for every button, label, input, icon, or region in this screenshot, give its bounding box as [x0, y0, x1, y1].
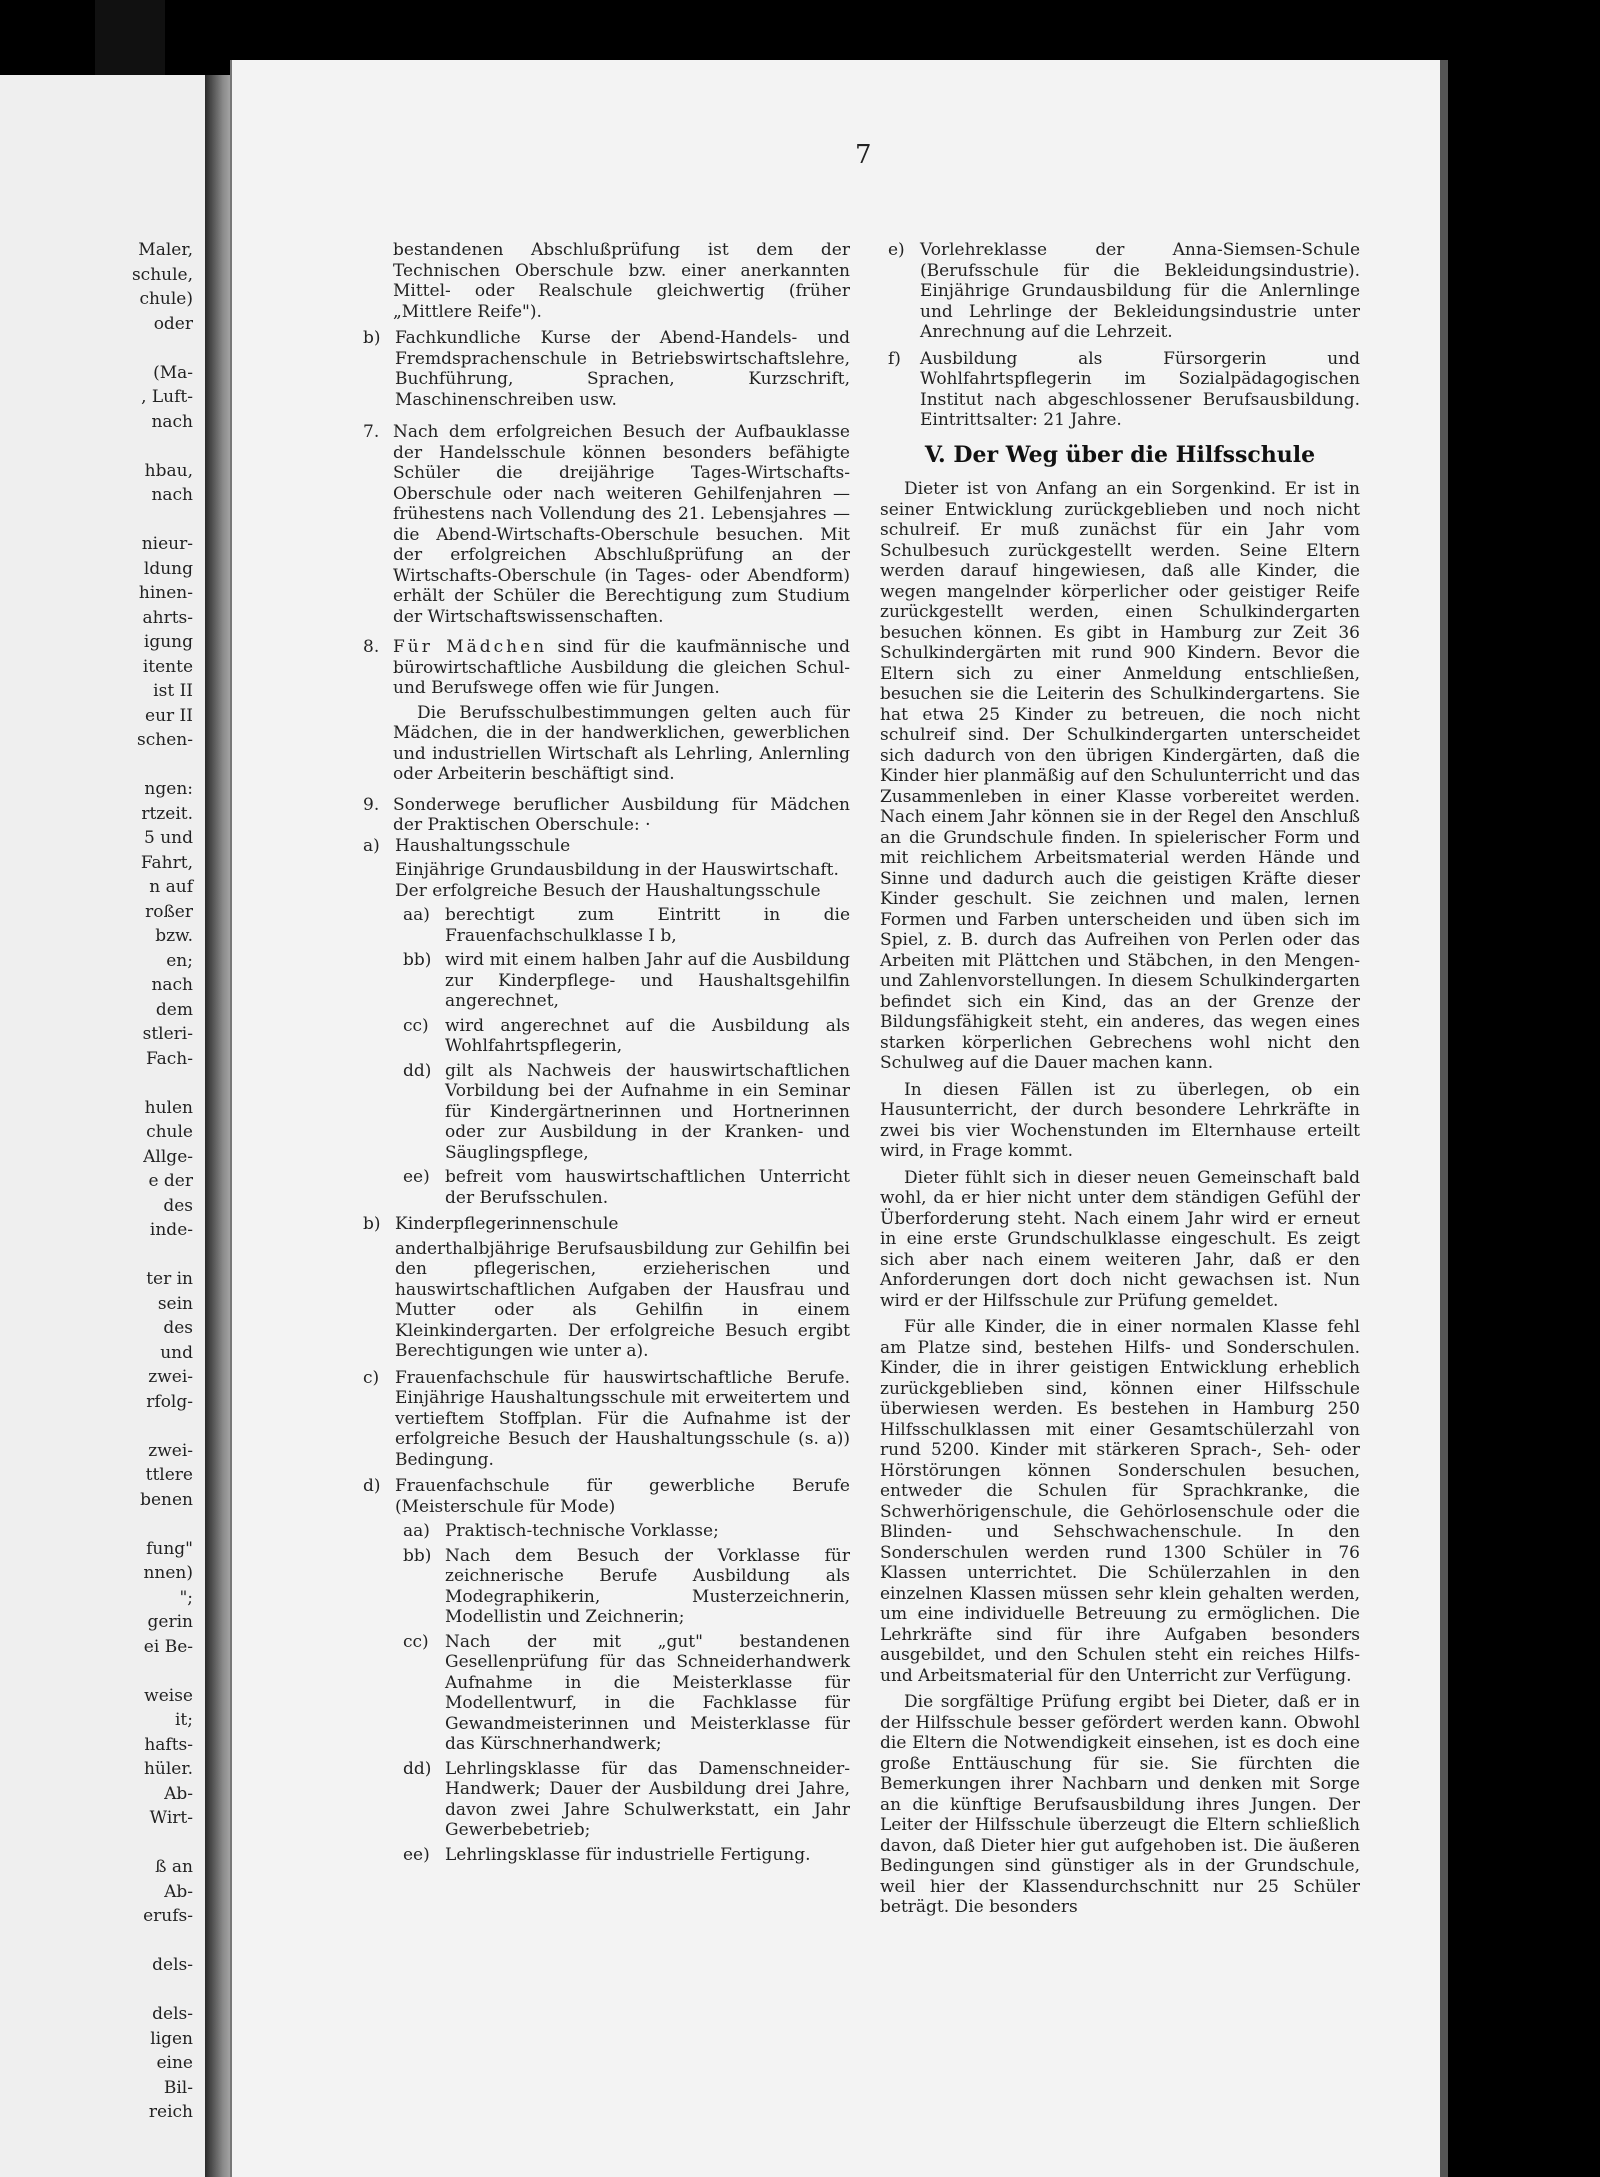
left-page-text-fragment: nieur- — [141, 534, 193, 554]
left-page-text-fragment: nnen) — [143, 1563, 193, 1583]
left-page-text-fragment: erufs- — [143, 1906, 193, 1926]
list-item-9: 9. Sonderwege beruflicher Ausbildung für Mädchen der Praktischen Oberschule: · — [363, 794, 850, 835]
paragraph: In diesen Fällen ist zu überlegen, ob ein Hausunterricht, der durch besondere Lehrkräfte in zwei bis vier Wochenstunden im Elternhause erteilt wird, in Frage kommt. — [880, 1079, 1360, 1161]
sublist-item-d-ee: ee) Lehrlingsklasse für industrielle Fertigung. — [403, 1844, 811, 1865]
left-page-text-fragment: Wirt- — [149, 1808, 193, 1828]
left-page-text-fragment: ttlere — [145, 1465, 193, 1485]
left-page-text-fragment: nach — [151, 485, 193, 505]
left-page-text-fragment: hafts- — [144, 1734, 193, 1755]
left-page-text-fragment: zwei- — [148, 1440, 193, 1461]
sublist-item-ee: ee) befreit vom hauswirtschaftlichen Unterricht der Berufsschulen. — [403, 1167, 850, 1208]
sublist-item-dd: dd) gilt als Nachweis der hauswirtschaftlichen Vorbildung bei der Aufnahme in ein Seminar für Kindergärtnerinnen und Hortnerinnen oder zur Ausbildung in der Kranken- und Säuglingspflege, — [403, 1060, 850, 1163]
sublist-item-d-dd: dd) Lehrlingsklasse für das Damenschneider-Handwerk; Dauer der Ausbildung drei Jahre, davon zwei Jahre Schulwerkstatt, ein Jahr Gewerbebetrieb; — [403, 1758, 850, 1840]
list-item-b-kinderpflegerinnenschule: b) Kinderpflegerinnenschule anderthalbjährige Berufsausbildung zur Gehilfin bei den pflegerischen, erzieherischen und hauswirtschaftlichen Aufgaben der Hausfrau und Mutter oder als Gehilfin in einem Kleinkindergarten. Der erfolgreiche Besuch ergibt Berechtigungen wie unter a). — [363, 1214, 850, 1361]
left-page-text-fragment: rtzeit. — [141, 803, 193, 824]
section-heading: V. Der Weg über die Hilfsschule — [924, 441, 1316, 468]
left-page-text-fragment: Ab- — [164, 1881, 193, 1902]
left-page-text-fragment: des — [163, 1318, 193, 1338]
left-page-text-fragment: e der — [148, 1171, 193, 1191]
left-page-text-fragment: hbau, — [144, 460, 193, 481]
left-page-text-fragment: schen- — [137, 730, 193, 750]
left-page-text-fragment: (Ma- — [153, 362, 193, 383]
left-page-text-fragment: Allge- — [143, 1146, 193, 1167]
left-page-text-fragment: ter in — [146, 1269, 193, 1289]
left-page-text-fragment: ist II — [153, 681, 193, 701]
left-page-text-fragment: it; — [175, 1710, 193, 1730]
left-page-text-fragment: itente — [142, 656, 193, 677]
left-page-text-fragment: n auf — [149, 877, 193, 897]
left-page-text-fragment: ldung — [143, 558, 193, 579]
left-page-text-fragment: Fahrt, — [140, 852, 193, 873]
list-item-8: 8. Für Mädchen sind für die kaufmännische und bürowirtschaftliche Ausbildung die gleichen Schul- und Berufswege offen wie für Jungen. Die Berufsschulbestimmungen gelten auch für Mädchen, die in der handwerklichen, gewerblichen und industriellen Wirtschaft als Lehrling, Anlernling oder Arbeiterin beschäftigt sind. — [363, 637, 850, 784]
left-page-text-fragment: dels- — [152, 1955, 193, 1975]
left-page-text-fragment: stleri- — [142, 1024, 193, 1044]
sublist-item-d-bb: bb) Nach dem Besuch der Vorklasse für zeichnerische Berufe Ausbildung als Modegraphikerin, Musterzeichnerin, Modellistin und Zeichnerin; — [403, 1545, 850, 1627]
left-page-text-fragment: chule — [146, 1122, 193, 1142]
left-page-text-fragment: nach — [151, 975, 193, 995]
left-page-text-fragment: roßer — [145, 901, 193, 922]
left-page-text-fragment: Fach- — [146, 1048, 193, 1069]
left-page-text-fragment: des — [163, 1195, 193, 1216]
left-page-text-fragment: 5 und — [144, 828, 193, 848]
left-page-text-fragment: chule) — [139, 289, 193, 309]
left-page-text-fragment: "; — [179, 1587, 193, 1608]
list-item-a-haushaltungsschule: a) Haushaltungsschule Einjährige Grundausbildung in der Hauswirtschaft. Der erfolgreiche Besuch der Haushaltungsschule aa) berechtigt zum Eintritt in die Frauenfachschulklasse I b, bb) wird mit einem halben Jahr auf die Ausbildung zur Kinderpflege- und Haushaltsgehilfin angerechnet, cc) wird angerechnet auf die Ausbildung als Wohlfahrtspflegerin, dd) gilt als Nachweis der hauswirtschaftlichen Vorbildung bei der Aufnahme in ein Seminar für Kindergärtnerinnen und Hortnerinnen oder zur Ausbildung in der Kranken- und Säuglingspflege, ee) befreit vom hauswirtschaftlichen Unterricht der Berufsschulen. — [363, 835, 850, 1208]
right-column — [880, 240, 1360, 1918]
left-page-text-fragment: ahrts- — [142, 607, 193, 628]
left-page-text-fragment: hüler. — [143, 1759, 193, 1779]
list-item-c: c) Frauenfachschule für hauswirtschaftliche Berufe. Einjährige Haushaltungsschule mit erweitertem und vertieftem Stoffplan. Für die Aufnahme ist der erfolgreiche Besuch der Haushaltungsschule (s. a)) Bedingung. — [363, 1367, 850, 1470]
left-page-text-fragment: dels- — [152, 2004, 193, 2024]
left-page-text-fragment: reich — [148, 2102, 193, 2122]
paragraph: Dieter fühlt sich in dieser neuen Gemeinschaft bald wohl, da er hier nicht unter dem ständigen Gefühl der Überforderung steht. Nach einem Jahr wird er erneut in eine erste Grundschulklasse eingeschult. Es zeigt sich aber nach einem weiteren Jahr, daß er den Anforderungen dort doch nicht gewachsen ist. Nun wird er der Hilfsschule zur Prüfung gemeldet. — [880, 1167, 1360, 1311]
list-item-f: f) Ausbildung als Fürsorgerin und Wohlfahrtspflegerin im Sozialpädagogischen Institut nach abgeschlossener Berufsausbildung. Eintrittsalter: 21 Jahre. — [888, 348, 1360, 430]
left-page-text-fragment: und — [160, 1342, 193, 1363]
paragraph: Für alle Kinder, die in einer normalen Klasse fehl am Platze sind, bestehen Hilfs- und Sonderschulen. Kinder, die in ihrer geistigen Entwicklung erheblich zurückgeblieben sind, können einer Hilfsschule überwiesen werden. Es bestehen in Hamburg 250 Hilfsschulklassen mit einer Gesamtschülerzahl von rund 5200. Kinder mit stärkeren Sprach-, Seh- oder Hörstörungen können Sonderschulen besuchen, entweder die Schulen für Sprachkranke, die Schwerhörigenschule, die Gehörlosenschule oder die Blinden- und Sehschwachenschule. In den Sonderschulen werden rund 1300 Schüler in 76 Klassen unterrichtet. Die Schülerzahlen in den einzelnen Klassen müssen sehr klein gehalten werden, um eine individuelle Betreuung zu ermöglichen. Die Lehrkräfte sind für ihre Aufgaben besonders ausgebildet, und den Schulen steht ein reiches Hilfs- und Arbeitsmaterial für den Unterricht zur Verfügung. — [880, 1317, 1360, 1686]
list-item-e: e) Vorlehreklasse der Anna-Siemsen-Schule (Berufsschule für die Bekleidungsindustrie). Einjährige Grundausbildung für die Anlernlinge und Lehrlinge der Bekleidungsindustrie unter Anrechnung auf die Lehrzeit. — [888, 240, 1360, 342]
left-page-text-fragment: inde- — [149, 1220, 193, 1240]
sublist-item-aa: aa) berechtigt zum Eintritt in die Frauenfachschulklasse I b, — [403, 905, 850, 946]
left-page-fragment — [0, 75, 205, 2177]
sublist-item-d-cc: cc) Nach der mit „gut" bestandenen Gesellenprüfung für das Schneiderhandwerk Aufnahme in die Meisterklasse für Modellentwurf, in die Fachklasse für Gewandmeisterinnen und Meisterklasse für das Kürschnerhandwerk; — [403, 1631, 850, 1754]
left-page-text-fragment: rfolg- — [146, 1391, 193, 1412]
paragraph: Dieter ist von Anfang an ein Sorgenkind. Er ist in seiner Entwicklung zurückgeblieben und noch nicht schulreif. Er muß zunächst für ein Jahr vom Schulbesuch zurückgestellt werden. Seine Eltern werden darauf hingewiesen, daß alle Kinder, die wegen mangelnder körperlicher oder geistiger Reife zurückgestellt werden, einen Schulkindergarten besuchen können. Es gibt in Hamburg zur Zeit 36 Schulkindergärten mit rund 900 Kindern. Bevor die Eltern sich zu einer Anmeldung entschließen, besuchen sie die Leiterin des Schulkindergartens. Sie hat etwa 25 Kinder zu betreuen, die noch nicht schulreif sind. Der Schulkindergarten unterscheidet sich dadurch von den übrigen Kindergärten, daß die Kinder hier planmäßig auf den Schulunterricht und das Zusammenleben in einer Klasse vorbereitet werden. Nach einem Jahr können sie in der Regel den Anschluß an die Grundschule finden. In spielerischer Form und mit reichlichem Arbeitsmaterial werden Hände und Sinne und dadurch auch die geistigen Kräfte dieser Kinder geschult. Sie zeichnen und malen, lernen Formen und Farben unterscheiden und üben sich im Spiel, z. B. durch das Aufreihen von Perlen oder das Arbeiten mit Plättchen und Stäbchen, in den Mengen- und Zahlenvorstellungen. In diesem Schulkindergarten befindet sich ein Kind, das an der Grenze der Bildungsfähigkeit steht, ein anderes, das wegen eines starken körperlichen Gebrechens wohl nicht den Schulweg auf die Dauer machen kann. — [880, 479, 1360, 1073]
left-page-text-fragment: bzw. — [155, 926, 193, 946]
sublist-item-cc: cc) wird angerechnet auf die Ausbildung als Wohlfahrtspflegerin, — [403, 1015, 850, 1056]
left-page-text-fragment: zwei- — [148, 1367, 193, 1387]
left-page-text-fragment: eur II — [145, 705, 193, 726]
list-item-7: 7. Nach dem erfolgreichen Besuch der Aufbauklasse der Handelsschule können besonders befähigte Schüler die dreijährige Tages-Wirtschafts-Oberschule oder nach weiteren Gehilfenjahren — frühestens nach Vollendung des 21. Lebensjahres — die Abend-Wirtschafts-Oberschule besuchen. Mit der erfolgreichen Abschlußprüfung an der Wirtschafts-Oberschule (in Tages- oder Abendform) erhält der Schüler die Berechtigung zum Studium der Wirtschaftswissenschaften. — [363, 422, 850, 627]
left-page-text-fragment: eine — [156, 2053, 193, 2073]
left-page-text-fragment: oder — [153, 313, 193, 334]
left-page-text-fragment: ngen: — [144, 779, 193, 799]
left-page-text-fragment: ei Be- — [143, 1636, 193, 1657]
left-page-text-fragment: igung — [143, 632, 193, 652]
book-spine-top — [95, 0, 165, 75]
left-page-text-fragment: Ab- — [164, 1783, 193, 1804]
left-page-text-fragment: hulen — [144, 1097, 193, 1118]
left-column — [355, 240, 850, 1865]
page-number: 7 — [855, 140, 872, 170]
left-page-text-fragment: sein — [157, 1293, 193, 1314]
left-page-text-fragment: weise — [144, 1685, 193, 1706]
left-page-text-fragment: ligen — [150, 2028, 193, 2049]
sublist-item-bb: bb) wird mit einem halben Jahr auf die Ausbildung zur Kinderpflege- und Haushaltsgehilfin angerechnet, — [403, 950, 850, 1011]
left-page-text-fragment: dem — [155, 999, 193, 1020]
left-page-text-fragment: Bil- — [163, 2077, 193, 2098]
left-page-text-fragment: nach — [151, 411, 193, 432]
list-item-d: d) Frauenfachschule für gewerbliche Berufe (Meisterschule für Mode) aa) Praktisch-technische Vorklasse; bb) Nach dem Besuch der Vorklasse für zeichnerische Berufe Ausbildung als Modegraphikerin, Musterzeichnerin, Modellistin und Zeichnerin; cc) Nach der mit „gut" bestandenen Gesellenprüfung für das Schneiderhandwerk Aufnahme in die Meisterklasse für Modellentwurf, in die Fachklasse für Gewandmeisterinnen und Meisterklasse für das Kürschnerhandwerk; dd) Lehrlingsklasse für das Damenschneider-Handwerk; Dauer der Ausbildung drei Jahre, davon zwei Jahre Schulwerkstatt, ein Jahr Gewerbebetrieb; ee) Lehrlingsklasse für industrielle Fertigung. — [363, 1476, 850, 1865]
left-page-text-fragment: ß an — [155, 1857, 193, 1877]
left-page-text-fragment: Maler, — [138, 240, 193, 260]
page-edge — [1440, 60, 1448, 2177]
list-item-b: b) Fachkundliche Kurse der Abend-Handels- und Fremdsprachenschule in Betriebswirtschaftslehre, Buchführung, Sprachen, Kurzschrift, Maschinenschreiben usw. — [363, 328, 850, 410]
spaced-emphasis: Für Mädchen — [393, 637, 548, 657]
left-page-text-fragment: en; — [166, 950, 193, 971]
left-page-text-fragment: fung" — [146, 1538, 193, 1559]
left-page-text-fragment: , Luft- — [141, 387, 193, 407]
left-page-text-fragment: hinen- — [138, 583, 193, 603]
continued-paragraph: bestandenen Abschlußprüfung ist dem der Technischen Oberschule bzw. einer anerkannten Mittel- oder Realschule gleichwertig (früher „Mittlere Reife"). — [393, 240, 850, 322]
left-page-text-fragment: schule, — [131, 264, 193, 285]
sublist-item-d-aa: aa) Praktisch-technische Vorklasse; — [403, 1521, 719, 1541]
paragraph: Die sorgfältige Prüfung ergibt bei Dieter, daß er in der Hilfsschule besser gefördert werden kann. Obwohl die Eltern die Notwendigkeit einsehen, ist es doch eine große Enttäuschung für sie. Sie fürchten die Bemerkungen ihrer Nachbarn und denken mit Sorge an die künftige Berufsausbildung ihres Jungen. Der Leiter der Hilfsschule überzeugt die Eltern schließlich davon, daß Dieter hier gut aufgehoben ist. Die äußeren Bedingungen sind günstiger als in der Grundschule, weil hier der Klassendurchschnitt nur 25 Schüler beträgt. Die besonders — [880, 1692, 1360, 1917]
left-page-text-fragment: gerin — [147, 1612, 193, 1632]
left-page-text-fragment: benen — [140, 1489, 193, 1510]
